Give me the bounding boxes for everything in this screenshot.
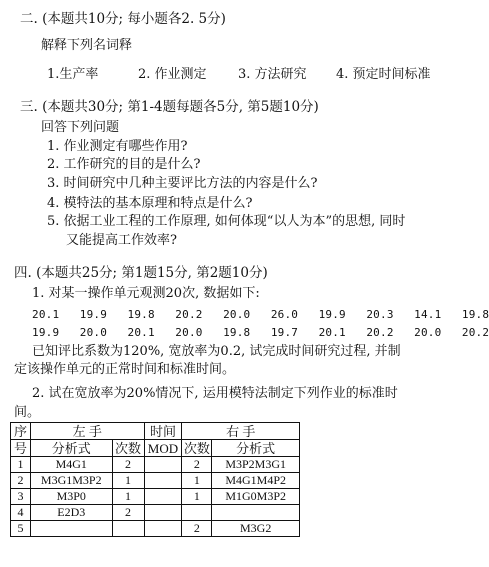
q1-intro: 1. 对某一操作单元观测20次, 数据如下: xyxy=(32,286,260,301)
question-item: 1. 作业测定有哪些作用? xyxy=(47,139,188,154)
header-count-right: 次数 xyxy=(183,440,210,456)
observation-value: 20.0 xyxy=(223,308,251,321)
cell-seq: 4 xyxy=(11,505,31,521)
cell-left-count xyxy=(112,521,144,537)
cell-left-formula: M4G1 xyxy=(30,457,112,473)
table-row xyxy=(11,521,300,537)
cell-right-formula xyxy=(212,505,300,521)
cell-left-count: 1 xyxy=(112,489,144,505)
cell-seq: 2 xyxy=(11,473,31,489)
table-row xyxy=(11,505,300,521)
header-left-hand: 左 手 xyxy=(30,423,144,440)
cell-seq: 3 xyxy=(11,489,31,505)
cell-right-count: 2 xyxy=(182,521,212,537)
header-seq-bottom: 号 xyxy=(11,440,31,457)
header-mod: MOD xyxy=(144,440,182,457)
header-seq-top: 序 xyxy=(11,423,31,440)
term-item: 2. 作业测定 xyxy=(138,67,207,82)
section2-heading: 二. (本题共10分; 每小题各2. 5分) xyxy=(20,11,226,27)
q1-text-line2: 定该操作单元的正常时间和标准时间。 xyxy=(14,362,236,377)
cell-mod xyxy=(144,473,182,489)
observation-value: 20.0 xyxy=(175,326,203,339)
table-row xyxy=(11,473,300,489)
cell-left-count: 2 xyxy=(112,505,144,521)
header-formula-right: 分析式 xyxy=(212,440,300,457)
observation-value: 20.2 xyxy=(461,326,489,339)
section2-instruction: 解释下列名词释 xyxy=(41,38,133,53)
cell-right-count: 2 xyxy=(182,457,212,473)
observation-value: 20.3 xyxy=(366,308,394,321)
header-right-hand: 右 手 xyxy=(182,423,300,440)
cell-right-formula: M4G1M4P2 xyxy=(212,473,300,489)
term-item: 1.生产率 xyxy=(47,67,99,82)
q2-text-line2: 间。 xyxy=(14,405,41,420)
table-header-row xyxy=(11,423,300,440)
observation-value: 19.9 xyxy=(32,326,60,339)
cell-seq: 5 xyxy=(11,521,31,537)
cell-left-formula xyxy=(30,521,112,537)
section4-heading: 四. (本题共25分; 第1题15分, 第2题10分) xyxy=(14,265,268,281)
observation-value: 19.7 xyxy=(270,326,299,339)
cell-right-count: 1 xyxy=(182,473,212,489)
cell-mod xyxy=(144,521,182,537)
cell-right-formula: M3G2 xyxy=(212,521,300,537)
question-item-continuation: 又能提高工作效率? xyxy=(66,233,177,248)
observation-value: 20.1 xyxy=(318,326,346,339)
observation-value: 14.1 xyxy=(414,308,442,321)
cell-mod xyxy=(144,505,182,521)
observation-value: 20.2 xyxy=(175,308,203,321)
cell-left-count: 1 xyxy=(112,473,144,489)
table-subheader-row xyxy=(11,440,300,457)
cell-right-formula: M3P2M3G1 xyxy=(212,457,300,473)
table-row xyxy=(11,457,300,473)
observation-value: 20.1 xyxy=(127,326,155,339)
header-count-left: 次数 xyxy=(112,440,144,457)
cell-left-formula: M3G1M3P2 xyxy=(30,473,112,489)
observation-value: 20.2 xyxy=(366,326,394,339)
observation-value: 19.9 xyxy=(79,308,108,321)
observation-value: 20.0 xyxy=(414,326,442,339)
cell-right-count xyxy=(182,505,212,521)
cell-mod xyxy=(144,489,182,505)
table-row xyxy=(11,489,300,505)
observation-value: 26.0 xyxy=(270,308,299,321)
q1-text-line1: 已知评比系数为120%, 宽放率为0.2, 试完成时间研究过程, 并制 xyxy=(32,344,401,359)
section3-heading: 三. (本题共30分; 第1-4题每题各5分, 第5题10分) xyxy=(20,99,319,115)
cell-left-count: 2 xyxy=(112,457,144,473)
cell-seq: 1 xyxy=(11,457,31,473)
question-item: 5. 依据工业工程的工作原理, 如何体现“以人为本”的思想, 同时 xyxy=(47,214,406,229)
observation-value: 20.0 xyxy=(79,326,108,339)
cell-mod xyxy=(144,457,182,473)
q2-text-line1: 2. 试在宽放率为20%情况下, 运用模特法制定下列作业的标准时 xyxy=(32,386,398,401)
mod-table xyxy=(10,422,300,537)
cell-right-formula: M1G0M3P2 xyxy=(212,489,300,505)
observations-row-2 xyxy=(32,325,489,340)
question-item: 2. 工作研究的目的是什么? xyxy=(47,157,201,172)
section3-instruction: 回答下列问题 xyxy=(41,120,120,135)
question-item: 3. 时间研究中几种主要评比方法的内容是什么? xyxy=(47,176,318,191)
observations-row-1 xyxy=(32,307,489,322)
observation-value: 19.8 xyxy=(461,308,489,321)
term-item: 4. 预定时间标准 xyxy=(336,67,431,82)
cell-left-formula: E2D3 xyxy=(30,505,112,521)
cell-right-count: 1 xyxy=(182,489,212,505)
observation-value: 19.8 xyxy=(127,308,155,321)
term-item: 3. 方法研究 xyxy=(238,67,307,82)
header-formula-left: 分析式 xyxy=(30,440,112,457)
question-item: 4. 模特法的基本原理和特点是什么? xyxy=(47,196,253,211)
observation-value: 19.9 xyxy=(318,308,346,321)
header-time: 时间 xyxy=(144,423,182,440)
observation-value: 20.1 xyxy=(32,308,60,321)
observation-value: 19.8 xyxy=(223,326,251,339)
cell-left-formula: M3P0 xyxy=(30,489,112,505)
